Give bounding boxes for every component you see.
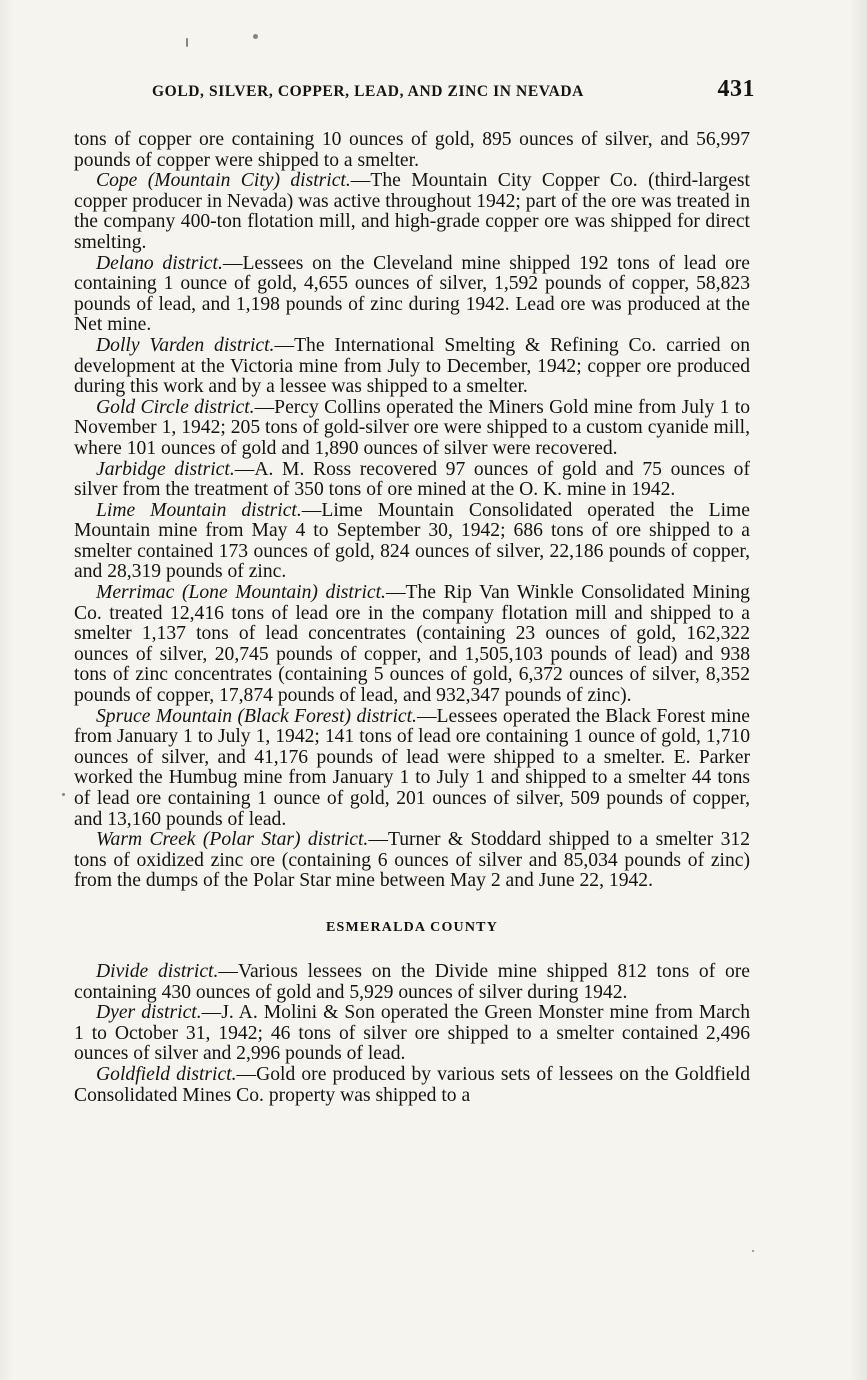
paragraph-text: —Lime Mountain Consolidated operated the Lime Mountain mine from May 4 to September 30, 1942; 686 tons of ore shipped to a smelter contained 173 ounces of gold, 824 ounces of silver, 22,186 pounds of copper, and 28,319 pounds of zinc.: [74, 499, 750, 583]
district-name: Delano district.: [96, 252, 223, 274]
paragraph-text: —Lessees on the Cleveland mine shipped 192 tons of lead ore containing 1 ounce of gold, 4,655 ounces of silver, 1,592 pounds of copper, 58,823 pounds of lead, and 1,198 pounds of zinc during 1942. Lead ore was produced at the Net mine.: [74, 252, 751, 336]
paragraph-text: —J. A. Molini & Son operated the Green Monster mine from March 1 to October 31, 1942; 46 tons of silver ore shipped to a smelter contained 2,496 ounces of silver and 2,996 pounds of lead.: [74, 1002, 750, 1065]
district-name: Warm Creek (Polar Star) district.: [96, 829, 369, 851]
section-body-text: [74, 962, 750, 1106]
paragraph: [74, 1065, 750, 1106]
paragraph-text: —Gold ore produced by various sets of lessees on the Goldfield Consolidated Mines Co. property was shipped to a: [74, 1063, 750, 1106]
paragraph: [74, 707, 750, 831]
running-title: GOLD, SILVER, COPPER, LEAD, AND ZINC IN NEVADA: [152, 83, 584, 100]
scan-speck: [186, 38, 188, 47]
paragraph: [74, 336, 750, 398]
district-name: Cope (Mountain City) district.: [96, 170, 351, 192]
district-name: Divide district.: [96, 960, 219, 982]
district-name: Lime Mountain district.: [96, 499, 302, 521]
body-text: [74, 130, 750, 892]
paragraph: [74, 254, 750, 336]
district-name: Spruce Mountain (Black Forest) district.: [96, 705, 417, 727]
paragraph: [74, 398, 750, 460]
district-name: Goldfield district.: [96, 1063, 237, 1085]
district-name: Merrimac (Lone Mountain) district.: [96, 582, 386, 604]
paragraph-text: —Percy Collins operated the Miners Gold mine from July 1 to November 1, 1942; 205 tons of gold-silver ore were shipped to a custom cyanide mill, where 101 ounces of gold and 1,890 ounces of silver were recovered.: [74, 396, 751, 459]
paragraph-text: —Lessees operated the Black Forest mine from January 1 to July 1, 1942; 141 tons of lead ore containing 1 ounce of gold, 1,710 ounces of silver, and 41,176 pounds of lead were shipped to a smelter. E. Parker worked the Humbug mine from January 1 to July 1 and shipped to a smelter 44 tons of lead ore containing 1 ounce of gold, 201 ounces of silver, 509 pounds of copper, and 13,160 pounds of lead.: [74, 705, 750, 830]
paragraph-text: —The Rip Van Winkle Consolidated Mining Co. treated 12,416 tons of lead ore in the company flotation mill and shipped to a smelter 1,137 tons of lead concentrates (containing 23 ounces of gold, 162,322 ounces of silver, 20,745 pounds of copper, and 1,505,103 pounds of lead) and 938 tons of zinc concentrates (containing 5 ounces of gold, 6,372 ounces of silver, 8,352 pounds of copper, 17,874 pounds of lead, and 932,347 pounds of zinc).: [74, 582, 750, 707]
scan-speck: [752, 1250, 754, 1252]
paragraph: [74, 460, 750, 501]
district-name: Dyer district.: [96, 1002, 202, 1024]
paragraph-text: —Turner & Stoddard shipped to a smelter 312 tons of oxidized zinc ore (containing 6 ounces of silver and 85,034 pounds of zinc) from the dumps of the Polar Star mine between May 2 and June 22, 1942.: [74, 829, 750, 892]
district-name: Jarbidge district.: [96, 458, 235, 480]
scan-speck: [253, 34, 258, 39]
page-number: 431: [717, 76, 755, 102]
paragraph: [74, 962, 750, 1003]
paragraph-text: —The International Smelting & Refining Co. carried on development at the Victoria mine from July to December, 1942; copper ore produced during this work and by a lessee was shipped to a smelter.: [74, 334, 750, 398]
district-name: Gold Circle district.: [96, 396, 255, 418]
paragraph: [74, 171, 750, 253]
paragraph-text: —A. M. Ross recovered 97 ounces of gold and 75 ounces of silver from the treatment of 350 tons of ore mined at the O. K. mine in 1942.: [74, 458, 751, 501]
paragraph-text: tons of copper ore containing 10 ounces of gold, 895 ounces of silver, and 56,997 pounds of copper were shipped to a smelter.: [74, 129, 750, 171]
paragraph: [74, 830, 750, 892]
paragraph: [74, 1003, 750, 1065]
paragraph: [74, 501, 750, 583]
paragraph: [74, 583, 750, 707]
paragraph-text: —The Mountain City Copper Co. (third-largest copper producer in Nevada) was active throughout 1942; part of the ore was treated in the company 400-ton flotation mill, and high-grade copper ore was shipped for direct smelting.: [74, 170, 750, 253]
paragraph: [74, 130, 750, 171]
section-heading: ESMERALDA COUNTY: [325, 919, 499, 935]
scan-speck: [62, 793, 65, 796]
district-name: Dolly Varden district.: [96, 334, 275, 356]
paragraph-text: —Various lessees on the Divide mine shipped 812 tons of ore containing 430 ounces of gold and 5,929 ounces of silver during 1942.: [74, 960, 751, 1003]
page-header: [152, 76, 755, 112]
